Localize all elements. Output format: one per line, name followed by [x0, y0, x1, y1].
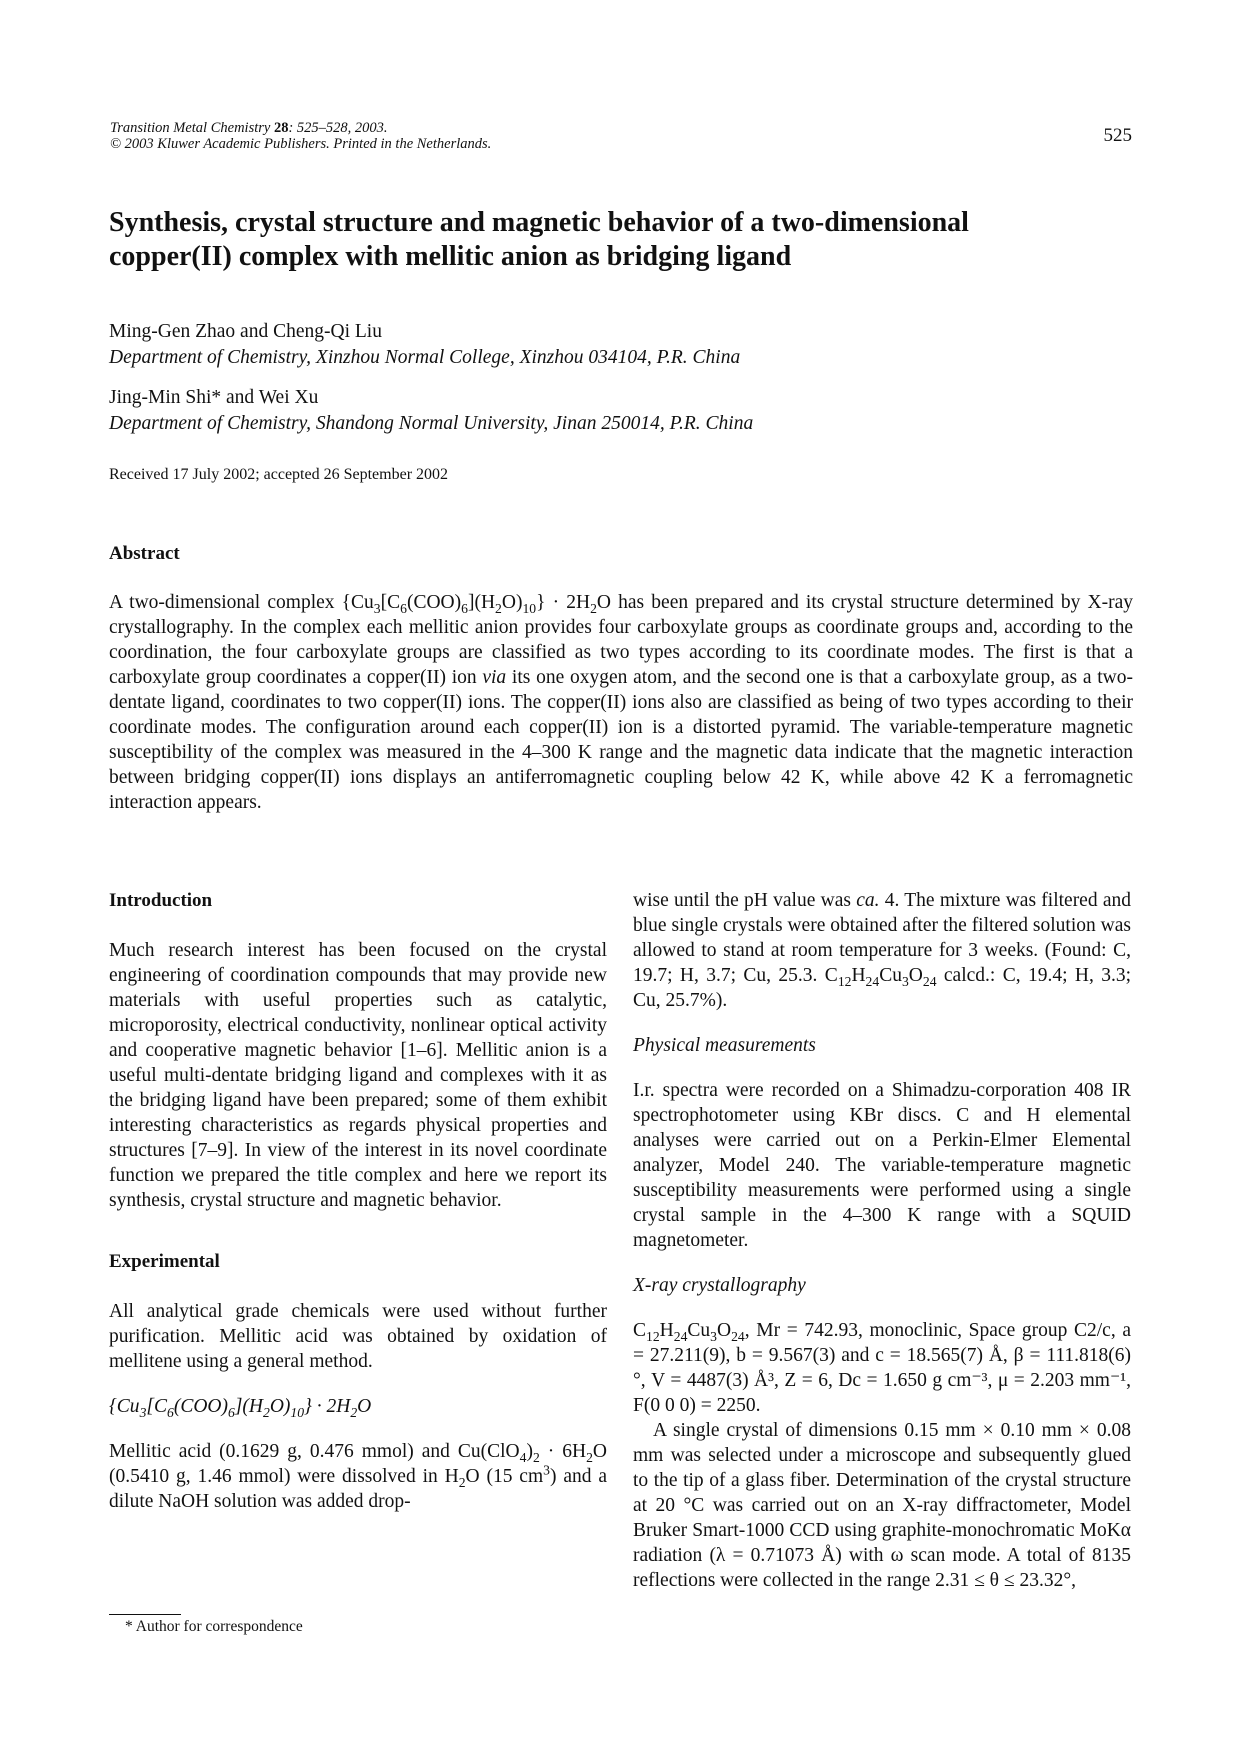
journal-header — [110, 120, 491, 152]
preparation-text: Mellitic acid (0.1629 g, 0.476 mmol) and $Cu(ClO_4)_2 \cdot 6H_2O$ (0.5410 g, 1.46 mmol) were dissolved in $H_2O$ (15 $cm^3$) and a dilute NaOH solution was added drop- — [109, 1441, 607, 1512]
abstract-text: A two-dimensional complex $\{Cu_3[C_6(COO)_6](H_2O)_{10}\} \cdot 2H_2O$ has been prepared and its crystal structure determined by X-ray crystallography. In the complex each mellitic anion provides four carboxylate groups as coordinate groups and, according to the coordination, the four carboxylate groups are classified as two types according to its coordinate modes. The first is that a carboxylate group coordinates a copper(II) ion via its one oxygen atom, and the second one is that a carboxylate group, as a two-dentate ligand, coordinates to two copper(II) ions. The copper(II) ions also are classified as being of two types according to their coordinate modes. The configuration around each copper(II) ion is a distorted pyramid. The variable-temperature magnetic susceptibility of the complex was measured in the 4–300 K range and the magnetic data indicate that the magnetic interaction between bridging copper(II) ions displays an antiferromagnetic coupling below 42 K, while above 42 K a ferromagnetic interaction appears. — [109, 592, 1133, 813]
compound-formula: $\{Cu_3[C_6(COO)_6](H_2O)_{10}\} \cdot 2H_2O$ — [109, 1396, 372, 1420]
title-line-2: copper(II) complex with mellitic anion as bridging ligand — [109, 241, 792, 272]
title-line-1: Synthesis, crystal structure and magnetic behavior of a two-dimensional — [109, 207, 969, 238]
footnote: * Author for correspondence — [125, 1618, 303, 1635]
left-column — [109, 888, 607, 1514]
introduction-heading: Introduction — [109, 890, 213, 911]
experimental-heading: Experimental — [109, 1251, 220, 1272]
journal-citation — [110, 120, 491, 136]
received-dates: Received 17 July 2002; accepted 26 September 2002 — [109, 466, 449, 483]
affiliation-2: Department of Chemistry, Shandong Normal University, Jinan 250014, P.R. China — [109, 413, 754, 434]
author-group-2: Jing-Min Shi* and Wei Xu — [109, 387, 319, 408]
introduction-text: Much research interest has been focused on the crystal engineering of coordination compounds that may provide new materials with useful properties such as catalytic, microporosity, electrical conductivity, nonlinear optical activity and cooperative magnetic behavior [1–6]. Mellitic anion is a useful multi-dentate bridging ligand and complexes with it as the bridging ligand have been prepared; some of them exhibit interesting characteristics as regards physical properties and structures [7–9]. In view of the interest in its novel coordinate function we prepared the title complex and here we report its synthesis, crystal structure and magnetic behavior. — [109, 940, 607, 1211]
xray-text: A single crystal of dimensions 0.15 mm × 0.10 mm × 0.08 mm was selected under a microscope and subsequently glued to the tip of a glass fiber. Determination of the crystal structure at 20 °C was carried out on an X-ray diffractometer, Model Bruker Smart-1000 CCD using graphite-monochromatic MoKα radiation (λ = 0.71073 Å) with ω scan mode. A total of 8135 reflections were collected in the range 2.31 ≤ θ ≤ 23.32°, — [633, 1420, 1131, 1591]
journal-pages: : 525–528, 2003. — [288, 120, 388, 136]
footnote-rule — [109, 1614, 181, 1615]
preparation-continued: wise until the pH value was ca. 4. The mixture was filtered and blue single crystals were obtained after the filtered solution was allowed to stand at room temperature for 3 weeks. (Found: C, 19.7; H, 3.7; Cu, 25.3. $C_{12}H_{24}Cu_3O_{24}$ calcd.: C, 19.4; H, 3.3; Cu, 25.7%). — [633, 890, 1131, 1011]
journal-name: Transition Metal Chemistry — [110, 120, 271, 136]
crystal-data-text: $C_{12}H_{24}Cu_3O_{24}$, Mr = 742.93, monoclinic, Space group C2/c, a = 27.211(9), b = 9.567(3) and c = 18.565(7) Å, β = 111.818(6)°, V = 4487(3) Å³, Z = 6, Dc = 1.650 g cm⁻³, μ = 2.203 mm⁻¹, F(0 0 0) = 2250. — [633, 1320, 1131, 1416]
journal-volume: 28 — [273, 120, 289, 136]
physical-measurements-text: I.r. spectra were recorded on a Shimadzu-corporation 408 IR spectrophotometer using KBr discs. C and H elemental analyses were carried out on a Perkin-Elmer Elemental analyzer, Model 240. The variable-temperature magnetic susceptibility measurements were performed using a single crystal sample in the 4–300 K range with a SQUID magnetometer. — [633, 1080, 1131, 1251]
abstract-heading: Abstract — [109, 543, 180, 564]
page-number: 525 — [1103, 125, 1132, 146]
affiliation-1: Department of Chemistry, Xinzhou Normal College, Xinzhou 034104, P.R. China — [109, 347, 741, 368]
right-column — [633, 888, 1131, 1593]
physical-measurements-heading: Physical measurements — [633, 1035, 816, 1056]
experimental-text: All analytical grade chemicals were used without further purification. Mellitic acid was obtained by oxidation of mellitene using a general method. — [109, 1301, 607, 1372]
author-group-1: Ming-Gen Zhao and Cheng-Qi Liu — [109, 321, 382, 342]
copyright-line: © 2003 Kluwer Academic Publishers. Printed in the Netherlands. — [110, 136, 492, 152]
xray-heading: X-ray crystallography — [633, 1275, 806, 1296]
paper-title — [109, 206, 1109, 274]
